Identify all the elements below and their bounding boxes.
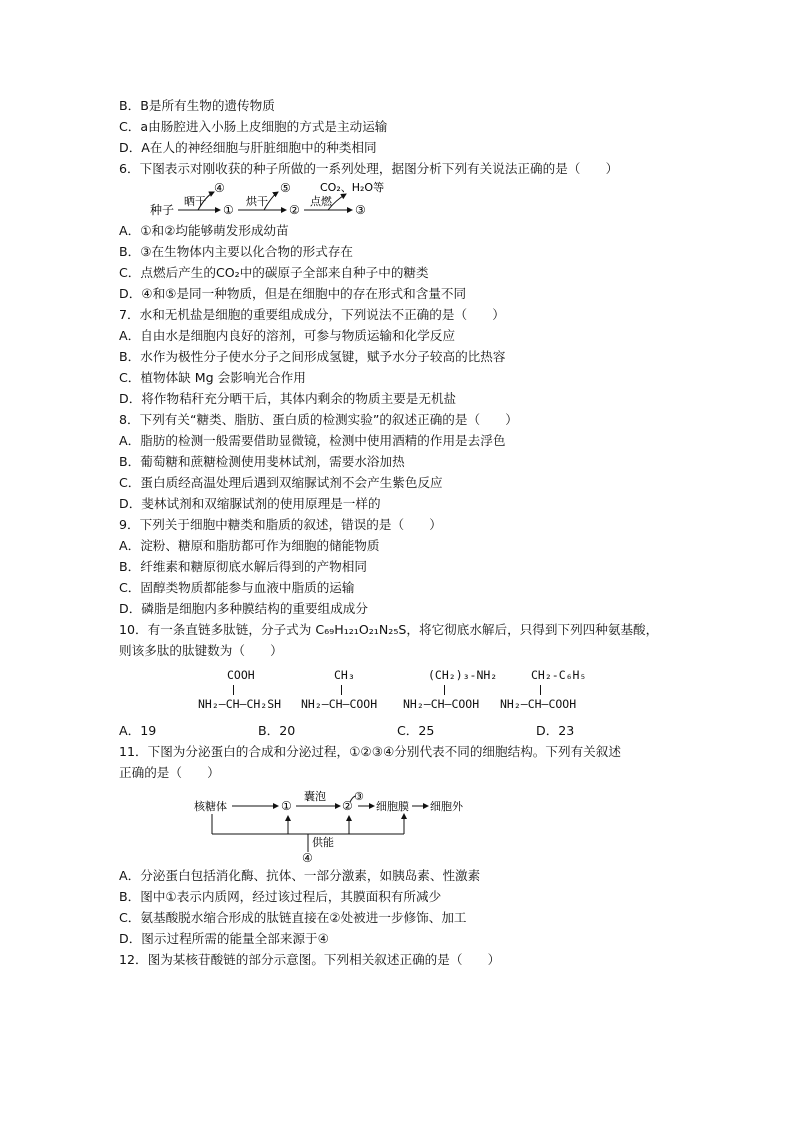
step1-label: 晒干 [184, 195, 206, 208]
q12-stem: 12．图为某核苷酸链的部分示意图。下列相关叙述正确的是（ ） [119, 952, 501, 967]
q6-option-b: B．③在生物体内主要以化合物的形式存在 [119, 244, 354, 259]
membrane-label: 细胞膜 [376, 800, 409, 813]
seed-process-diagram [140, 180, 430, 222]
aa3-bond [444, 685, 445, 695]
aa2-main-chain: NH₂—CH—COOH [301, 697, 378, 711]
outside-label: 细胞外 [430, 800, 463, 813]
step2-label: 烘干 [246, 195, 268, 208]
q6-option-d: D．④和⑤是同一种物质，但是在细胞中的存在形式和含量不同 [119, 286, 467, 301]
struct-1: ① [281, 799, 292, 813]
q11-option-c: C．氨基酸脱水缩合形成的肽链直接在②处被进一步修饰、加工 [119, 910, 467, 925]
q11-option-a: A．分泌蛋白包括消化酶、抗体、一部分激素，如胰岛素、性激素 [119, 868, 481, 883]
q9-option-d: D．磷脂是细胞内多种膜结构的重要组成成分 [119, 601, 368, 616]
q10-stem: 10．有一条直链多肽链，分子式为 C₆₉H₁₂₁O₂₁N₂₅S，将它彻底水解后，只得到下列四种氨基酸， [119, 622, 659, 637]
q8-option-d: D．斐林试剂和双缩脲试剂的使用原理是一样的 [119, 496, 381, 511]
q11-option-d: D．图示过程所需的能量全部来源于④ [119, 931, 329, 946]
q9-option-b: B．纤维素和糖原彻底水解后得到的产物相同 [119, 559, 367, 574]
num-1: ① [223, 203, 234, 217]
num-3: ③ [355, 203, 366, 217]
q7-option-b: B．水作为极性分子使水分子之间形成氢键，赋予水分子较高的比热容 [119, 349, 506, 364]
q9-stem: 9．下列关于细胞中糖类和脂质的叙述，错误的是（ ） [119, 517, 442, 532]
q10-option-a: A．19 [119, 723, 157, 738]
q5-option-c: C．a由肠腔进入小肠上皮细胞的方式是主动运输 [119, 119, 388, 134]
q11-stem: 11．下图为分泌蛋白的合成和分泌过程，①②③④分别代表不同的细胞结构。下列有关叙述 [119, 744, 621, 759]
q8-option-a: A．脂肪的检测一般需要借助显微镜，检测中使用酒精的作用是去浮色 [119, 433, 506, 448]
q11-option-b: B．图中①表示内质网，经过该过程后，其膜面积有所减少 [119, 889, 442, 904]
q11-stem-cont: 正确的是（ ） [119, 765, 220, 780]
num-2: ② [289, 203, 300, 217]
q10-stem-cont: 则该多肽的肽键数为（ ） [119, 643, 283, 658]
q10-option-b: B．20 [258, 723, 296, 738]
aa1-main-chain: NH₂—CH—CH₂SH [198, 697, 282, 711]
aa3-side-chain: (CH₂)₃-NH₂ [428, 668, 498, 682]
step3-label: 点燃 [310, 195, 332, 208]
q6-option-c: C．点燃后产生的CO₂中的碳原子全部来自种子中的糖类 [119, 265, 429, 280]
q9-option-c: C．固醇类物质都能参与血液中脂质的运输 [119, 580, 355, 595]
struct-3: ③ [354, 790, 364, 803]
energy-label: 供能 [312, 836, 334, 849]
q5-option-b: B．B是所有生物的遗传物质 [119, 98, 275, 113]
num-5: ⑤ [280, 181, 291, 195]
q7-option-d: D．将作物秸秆充分晒干后，其体内剩余的物质主要是无机盐 [119, 391, 457, 406]
q7-option-c: C．植物体缺 Mg 会影响光合作用 [119, 370, 306, 385]
aa4-side-chain: CH₂-C₆H₅ [531, 668, 587, 682]
aa1-side-chain: COOH [227, 668, 255, 682]
vesicle-label: 囊泡 [304, 790, 326, 803]
secretion-process-diagram [190, 788, 510, 864]
aa2-side-chain: CH₃ [334, 668, 355, 682]
num-4: ④ [214, 181, 225, 195]
aa4-bond [540, 685, 541, 695]
q8-option-c: C．蛋白质经高温处理后遇到双缩脲试剂不会产生紫色反应 [119, 475, 443, 490]
q6-stem: 6．下图表示对刚收获的种子所做的一系列处理，据图分析下列有关说法正确的是（ ） [119, 161, 619, 176]
aa2-bond [341, 685, 342, 695]
q9-option-a: A．淀粉、糖原和脂肪都可作为细胞的储能物质 [119, 538, 380, 553]
ribosome-label: 核糖体 [194, 800, 227, 813]
struct-4: ④ [302, 851, 313, 864]
q10-option-d: D．23 [536, 723, 575, 738]
combustion-products: CO₂、H₂O等 [320, 181, 385, 194]
q6-option-a: A．①和②均能够萌发形成幼苗 [119, 223, 289, 238]
q8-stem: 8．下列有关“糖类、脂肪、蛋白质的检测实验”的叙述正确的是（ ） [119, 412, 518, 427]
aa4-main-chain: NH₂—CH—COOH [500, 697, 577, 711]
q7-option-a: A．自由水是细胞内良好的溶剂，可参与物质运输和化学反应 [119, 328, 456, 343]
aa1-bond [233, 685, 234, 695]
q5-option-d: D．A在人的神经细胞与肝脏细胞中的种类相同 [119, 140, 377, 155]
aa3-main-chain: NH₂—CH—COOH [403, 697, 480, 711]
q7-stem: 7．水和无机盐是细胞的重要组成成分，下列说法不正确的是（ ） [119, 307, 505, 322]
struct-2: ② [342, 799, 353, 813]
q8-option-b: B．葡萄糖和蔗糖检测使用斐林试剂，需要水浴加热 [119, 454, 405, 469]
seed-label: 种子 [150, 203, 175, 217]
q10-option-c: C．25 [397, 723, 435, 738]
